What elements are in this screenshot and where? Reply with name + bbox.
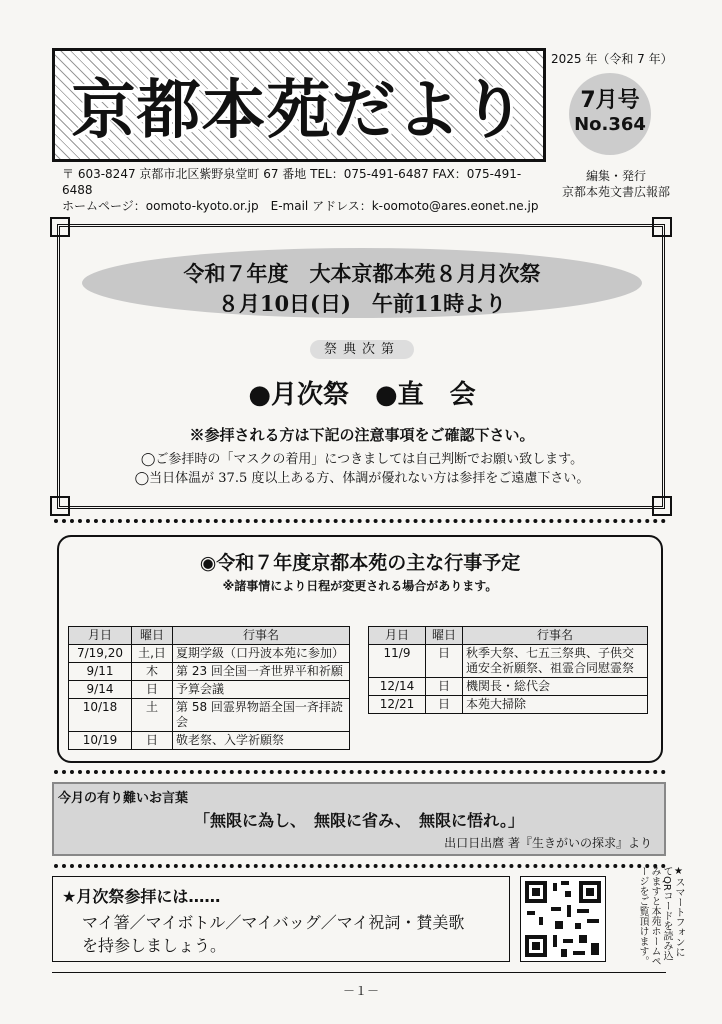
table-row — [69, 699, 350, 732]
event-day: 土 — [132, 699, 173, 732]
event-date: 12/21 — [369, 696, 426, 714]
quote-text: 「無限に為し、 無限に省み、 無限に悟れ。」 — [194, 811, 524, 830]
event-day: 日 — [426, 696, 463, 714]
frame-corner — [50, 217, 70, 237]
col-day: 曜日 — [426, 627, 463, 645]
frame-corner — [652, 496, 672, 516]
dotted-divider — [54, 519, 666, 523]
dotted-divider — [54, 864, 666, 868]
event-date: 9/11 — [69, 663, 132, 681]
qr-code[interactable] — [520, 876, 606, 962]
program-heading-label: 祭典次第 — [310, 340, 414, 359]
event-date: 10/18 — [69, 699, 132, 732]
table-row — [369, 645, 648, 678]
event-date: 11/9 — [369, 645, 426, 678]
event-name: 機関長・総代会 — [463, 678, 648, 696]
table-row — [69, 732, 350, 750]
event-name: 第 58 回霊界物語全国一斉拝読会 — [173, 699, 350, 732]
events-table-left — [68, 626, 350, 750]
col-day: 曜日 — [132, 627, 173, 645]
col-date: 月日 — [369, 627, 426, 645]
notice-title: ※参拝される方は下記の注意事項をご確認下さい。 — [189, 426, 535, 444]
event-day: 日 — [132, 732, 173, 750]
publisher-name: 京都本苑文書広報部 — [561, 185, 670, 199]
event-day: 土,日 — [132, 645, 173, 663]
dotted-divider — [54, 770, 666, 774]
frame-corner — [652, 217, 672, 237]
footer-rule — [52, 972, 666, 973]
issue-year: 2025 年（令和 7 年） — [551, 52, 673, 66]
newsletter-title: 京都本苑だより — [71, 74, 527, 148]
event-name: 本苑大掃除 — [463, 696, 648, 714]
event-date: 7/19,20 — [69, 645, 132, 663]
bring-heading: ★月次祭参拝には…… — [62, 887, 221, 906]
issue-box — [551, 48, 673, 162]
event-day: 木 — [132, 663, 173, 681]
event-name: 敬老祭、入学祈願祭 — [173, 732, 350, 750]
events-subtitle: ※諸事情により日程が変更される場合があります。 — [222, 579, 498, 593]
table-row — [69, 645, 350, 663]
web-line[interactable]: ホームページ：oomoto-kyoto.or.jp E-mail アドレス：k-oomoto@ares.eonet.ne.jp — [62, 199, 539, 213]
table-row — [369, 678, 648, 696]
event-date: 10/19 — [69, 732, 132, 750]
event-name: 秋季大祭、七五三祭典、子供交通安全祈願祭、祖霊合同慰霊祭 — [463, 645, 648, 678]
bring-items: マイ箸／マイボトル／マイバッグ／マイ祝詞・賛美歌 — [82, 913, 465, 932]
announcement-date: ８月10日(日) 午前11時より — [217, 291, 507, 316]
event-name: 第 23 回全国一斉世界平和祈願 — [173, 663, 350, 681]
page-number: －１－ — [342, 984, 379, 998]
quote-source: 出口日出麿 著『生きがいの探求』より — [444, 836, 652, 850]
notice-mask: ◯ご参拝時の「マスクの着用」につきましては自己判断でお願い致します。 — [140, 452, 584, 467]
issue-number: No.364 — [574, 114, 646, 135]
table-row — [69, 663, 350, 681]
event-date: 12/14 — [369, 678, 426, 696]
publisher — [551, 168, 681, 200]
announcement-title: 令和７年度 大本京都本苑８月月次祭 — [183, 261, 541, 286]
bring-closing: を持参しましょう。 — [82, 936, 227, 955]
issue-month: 7月号 — [580, 88, 640, 113]
table-row — [369, 696, 648, 714]
events-table-right — [368, 626, 648, 714]
address-line: 〒 603-8247 京都市北区紫野泉堂町 67 番地 TEL：075-491-6487 FAX：075-491-6488 — [62, 167, 522, 197]
event-day: 日 — [132, 681, 173, 699]
event-name: 夏期学級（口丹波本苑に参加） — [173, 645, 350, 663]
col-date: 月日 — [69, 627, 132, 645]
frame-corner — [50, 496, 70, 516]
col-event: 行事名 — [173, 627, 350, 645]
masthead — [52, 48, 546, 162]
event-name: 予算会議 — [173, 681, 350, 699]
qr-code-icon — [521, 877, 605, 961]
table-row — [69, 681, 350, 699]
event-day: 日 — [426, 645, 463, 678]
qr-note: ★スマートフォンにてQRコードを読み込みますと本苑ホームページをご覧頂けます。 — [637, 866, 684, 966]
col-event: 行事名 — [463, 627, 648, 645]
events-title: ◉令和７年度京都本苑の主な行事予定 — [199, 552, 521, 574]
quote-heading: 今月の有り難いお言葉 — [58, 791, 189, 806]
event-day: 日 — [426, 678, 463, 696]
event-date: 9/14 — [69, 681, 132, 699]
issue-badge — [569, 73, 651, 155]
contact-info — [62, 166, 547, 214]
program-heading — [82, 338, 642, 357]
notice-temperature: ◯当日体温が 37.5 度以上ある方、体調が優れない方は参拝をご遠慮下さい。 — [134, 471, 590, 486]
publisher-label: 編集・発行 — [585, 169, 646, 183]
program-items: ●月次祭 ●直 会 — [248, 380, 476, 410]
